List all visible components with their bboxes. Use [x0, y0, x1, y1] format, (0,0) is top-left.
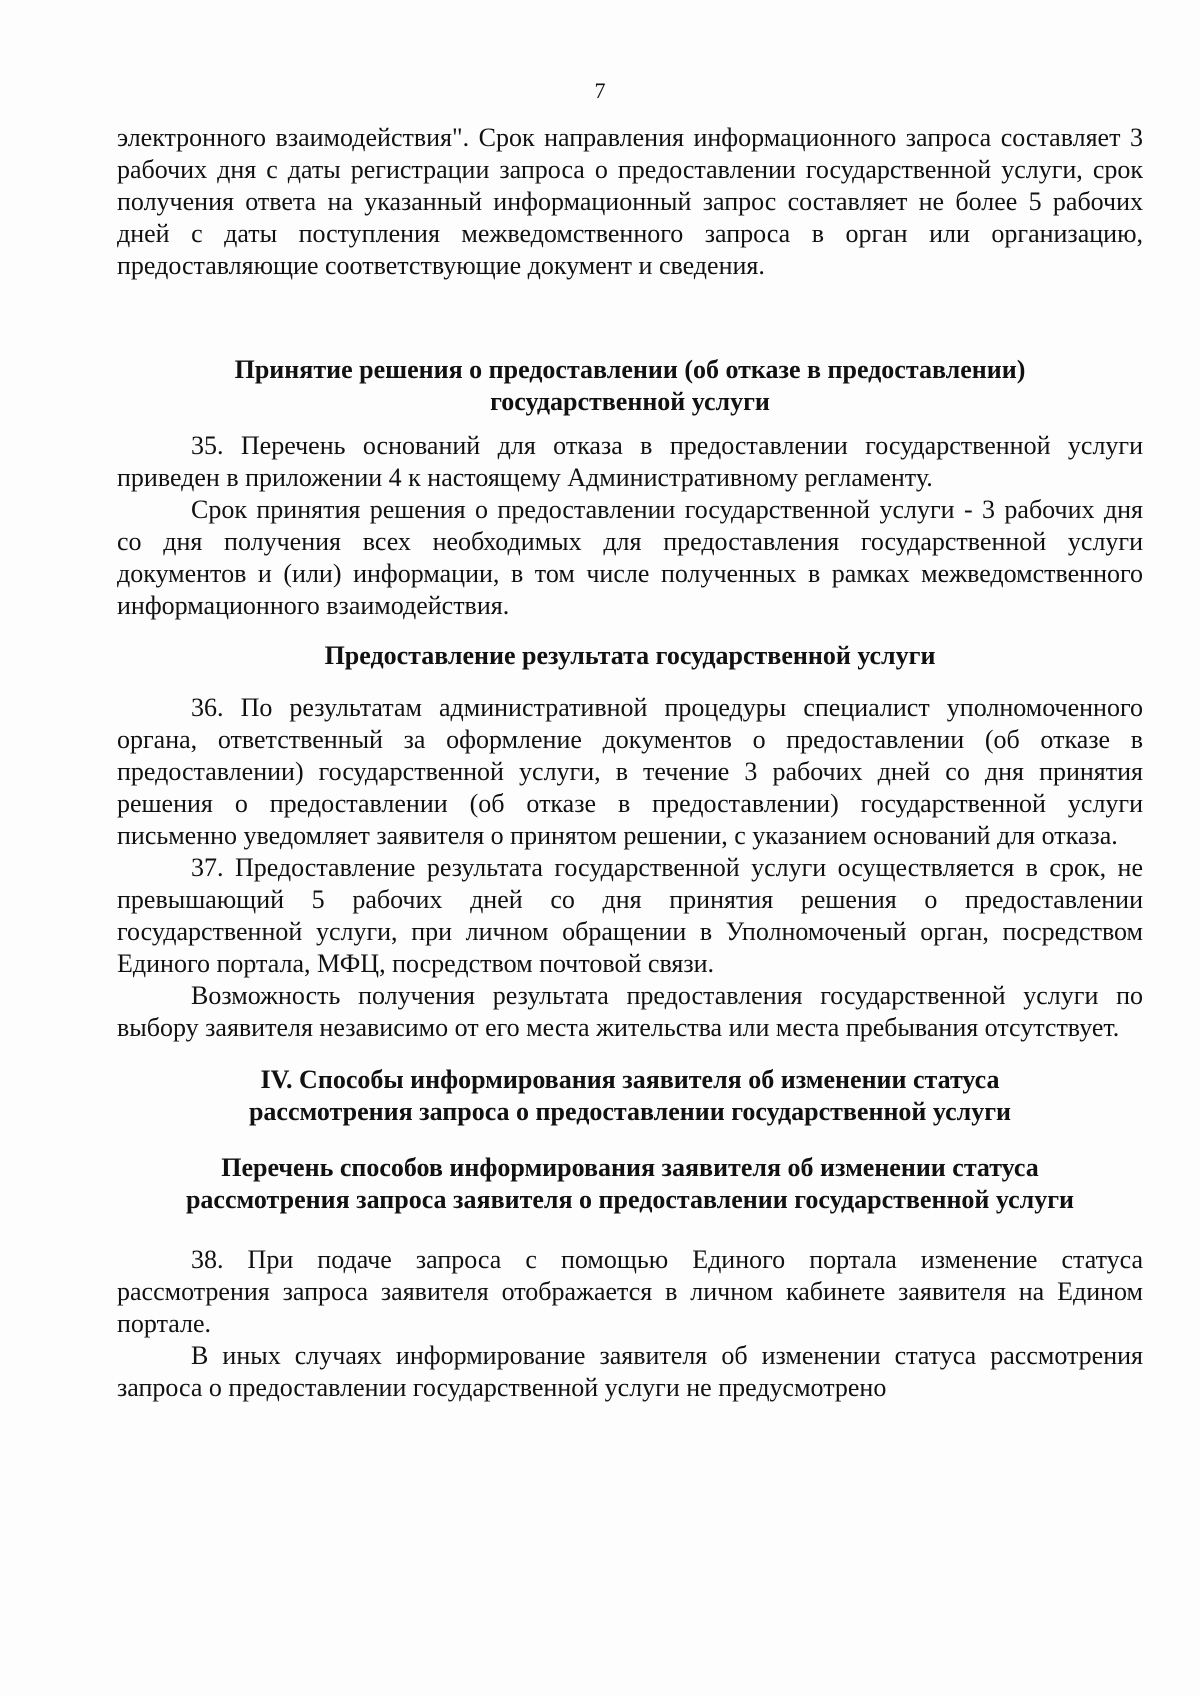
paragraph-37-possibility: Возможность получения результата предоставления государственной услуги по выбору заявителя независимо от его места жительства или места пребывания отсутствует.: [117, 981, 1143, 1042]
heading-line: Предоставление результата государственной услуги: [324, 641, 936, 670]
paragraph-36: 36. По результатам административной процедуры специалист уполномоченного органа, ответственный за оформление документов о предоставлении (об отказе в предоставлении) государственной услуги, в течение 3 рабочих дней со дня принятия решения о предоставлении (об отказе в предоставлении) государственной услуги письменно уведомляет заявителя о принятом решении, с указанием оснований для отказа.: [117, 693, 1143, 850]
paragraph-35: 35. Перечень оснований для отказа в предоставлении государственной услуги приведен в приложении 4 к настоящему Административному регламенту.: [117, 431, 1143, 492]
heading-line: государственной услуги: [490, 387, 770, 416]
document-body: [117, 122, 1143, 1404]
paragraph-37: 37. Предоставление результата государственной услуги осуществляется в срок, не превышающий 5 рабочих дней со дня принятия решения о предоставлении государственной услуги, при личном обращении в Уполномоченый орган, посредством Единого портала, МФЦ, посредством почтовой связи.: [117, 853, 1143, 978]
section-heading-result: [117, 640, 1143, 672]
paragraph-35-term: Срок принятия решения о предоставлении государственной услуги - 3 рабочих дня со дня получения всех необходимых для предоставления государственной услуги документов и (или) информации, в том числе полученных в рамках межведомственного информационного взаимодействия.: [117, 495, 1143, 620]
heading-line: рассмотрения запроса о предоставлении государственной услуги: [248, 1097, 1012, 1126]
paragraph-38: 38. При подаче запроса с помощью Единого портала изменение статуса рассмотрения запроса заявителя отображается в личном кабинете заявителя на Едином портале.: [117, 1245, 1143, 1338]
page-number: 7: [594, 78, 606, 103]
heading-line: IV. Способы информирования заявителя об изменении статуса: [260, 1065, 1000, 1094]
paragraph-continuation: электронного взаимодействия". Срок направления информационного запроса составляет 3 рабочих дня с даты регистрации запроса о предоставлении государственной услуги, срок получения ответа на указанный информационный запрос составляет не более 5 рабочих дней с даты поступления межведомственного запроса в орган или организацию, предоставляющие соответствующие документ и сведения.: [117, 123, 1143, 280]
chapter-heading-iv: [117, 1064, 1143, 1128]
paragraph-38-other: В иных случаях информирование заявителя об изменении статуса рассмотрения запроса о предоставлении государственной услуги не предусмотрено: [117, 1341, 1143, 1402]
heading-line: рассмотрения запроса заявителя о предоставлении государственной услуги: [185, 1185, 1075, 1214]
heading-line: Принятие решения о предоставлении (об отказе в предоставлении): [234, 355, 1026, 384]
heading-line: Перечень способов информирования заявителя об изменении статуса: [221, 1153, 1039, 1182]
section-heading-decision: [117, 354, 1143, 418]
section-heading-methods: [117, 1152, 1143, 1216]
